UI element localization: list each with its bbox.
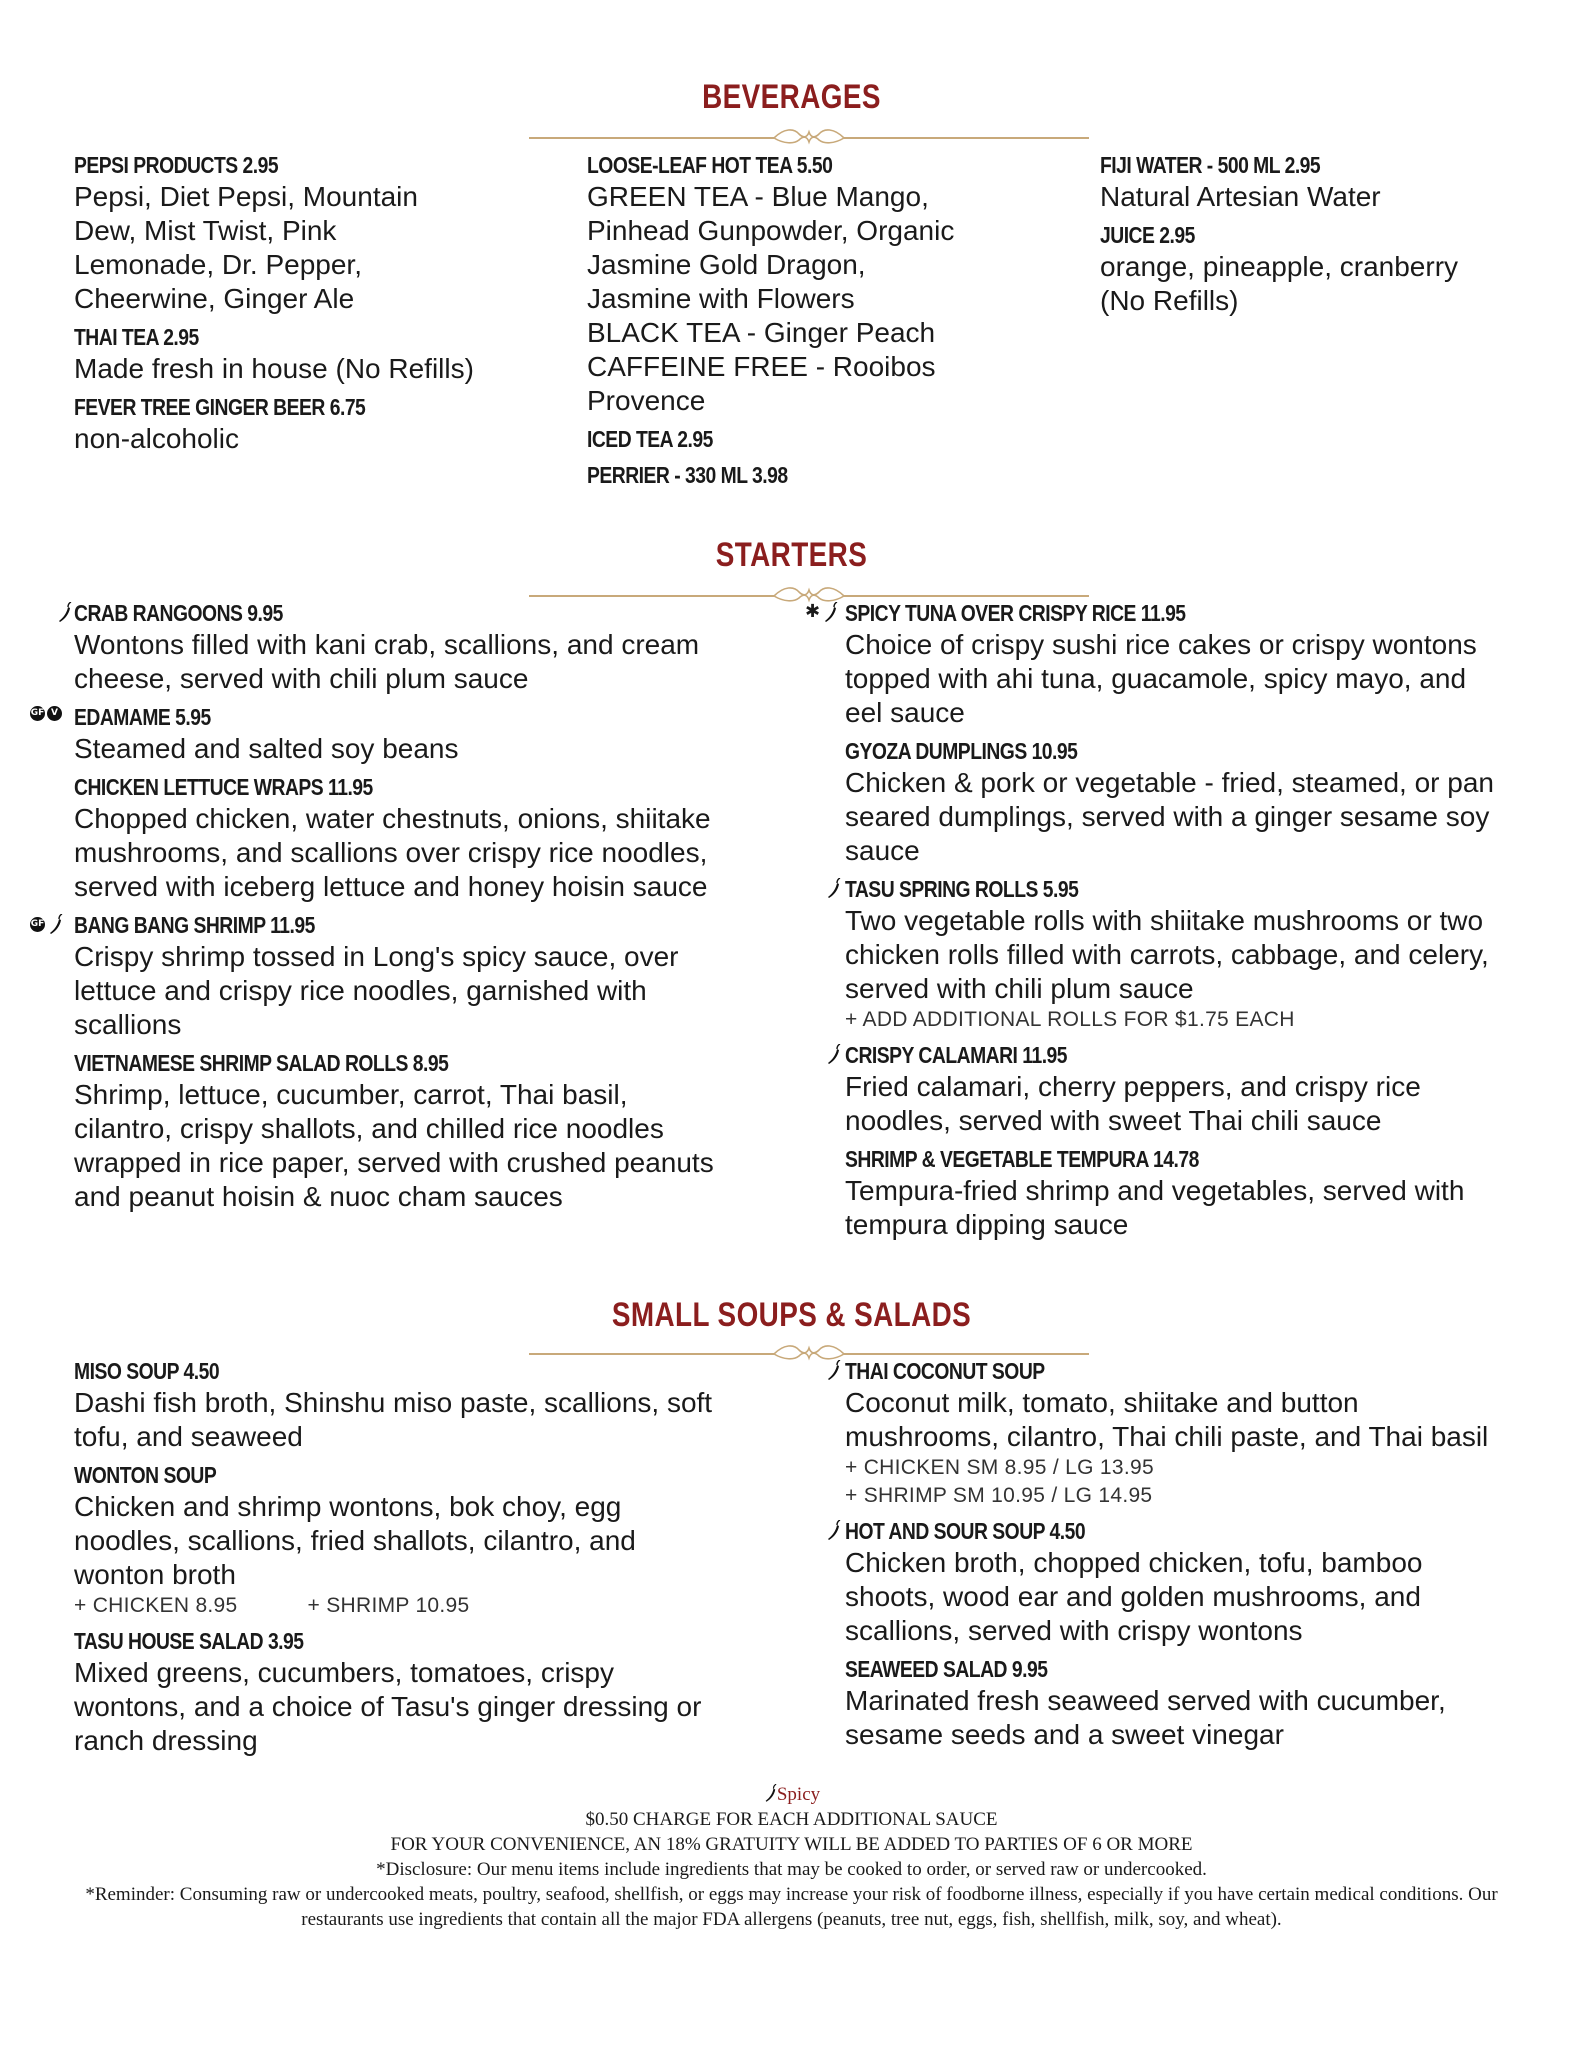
menu-item xyxy=(30,910,714,1042)
item-description: Coconut milk, tomato, shiitake and button mushrooms, cilantro, Thai chili paste, and Thai basil xyxy=(845,1387,1489,1452)
item-description: Wontons filled with kani crab, scallions, and cream cheese, served with chili plum sauce xyxy=(74,629,700,694)
menu-item xyxy=(74,322,474,386)
item-name: TASU HOUSE SALAD 3.95 xyxy=(74,1628,304,1654)
menu-item xyxy=(74,392,474,456)
item-description: Tempura-fried shrimp and vegetables, served with tempura dipping sauce xyxy=(845,1175,1465,1240)
item-name: SEAWEED SALAD 9.95 xyxy=(845,1656,1048,1682)
beverages-column-1 xyxy=(74,150,474,456)
item-description: Chicken broth, chopped chicken, tofu, bamboo shoots, wood ear and golden mushrooms, and scallions, served with crispy wontons xyxy=(845,1547,1423,1646)
ornament-divider xyxy=(529,126,1089,146)
item-description: Pepsi, Diet Pepsi, Mountain Dew, Mist Twist, Pink Lemonade, Dr. Pepper, Cheerwine, Ginger Ale xyxy=(74,181,418,314)
beverages-column-2 xyxy=(587,150,967,490)
item-addon: + SHRIMP 10.95 xyxy=(307,1594,470,1617)
section-title-soups-salads: SMALL SOUPS & SALADS xyxy=(611,1296,972,1334)
item-description: Marinated fresh seaweed served with cucumber, sesame seeds and a sweet vinegar xyxy=(845,1685,1446,1750)
item-name: HOT AND SOUR SOUP 4.50 xyxy=(845,1518,1086,1544)
menu-item xyxy=(805,598,1495,730)
item-description: non-alcoholic xyxy=(74,423,239,454)
chili-pepper-icon xyxy=(825,878,841,898)
item-name: JUICE 2.95 xyxy=(1100,222,1195,248)
disclosure-note: *Disclosure: Our menu items include ingredients that may be cooked to order, or served raw or undercooked. xyxy=(376,1859,1207,1880)
item-name: PEPSI PRODUCTS 2.95 xyxy=(74,152,279,178)
item-addon: + SHRIMP SM 10.95 / LG 14.95 xyxy=(845,1484,1153,1507)
menu-item xyxy=(74,1048,714,1214)
menu-item xyxy=(845,1356,1495,1510)
soups-left-column xyxy=(74,1356,714,1758)
item-description: orange, pineapple, cranberry (No Refills) xyxy=(1100,251,1459,316)
menu-item xyxy=(587,150,967,418)
menu-item xyxy=(74,772,714,904)
item-description: BLACK TEA - Ginger Peach xyxy=(587,317,936,348)
menu-item xyxy=(1100,150,1500,214)
gratuity-note: FOR YOUR CONVENIENCE, AN 18% GRATUITY WILL BE ADDED TO PARTIES OF 6 OR MORE xyxy=(390,1834,1193,1855)
item-name: THAI TEA 2.95 xyxy=(74,324,199,350)
beverages-column-3 xyxy=(1100,150,1500,318)
menu-item xyxy=(74,150,474,316)
chili-pepper-icon xyxy=(822,602,838,622)
menu-item xyxy=(845,1040,1495,1138)
menu-item xyxy=(845,1654,1495,1752)
item-description: Made fresh in house (No Refills) xyxy=(74,353,474,384)
item-description: CAFFEINE FREE - Rooibos Provence xyxy=(587,351,936,416)
chili-pepper-icon xyxy=(56,602,72,622)
menu-item xyxy=(845,1144,1495,1242)
soups-right-column xyxy=(845,1356,1495,1752)
item-name: GYOZA DUMPLINGS 10.95 xyxy=(845,738,1078,764)
menu-item xyxy=(587,460,967,490)
menu-item xyxy=(845,1516,1495,1648)
item-name: ICED TEA 2.95 xyxy=(587,426,713,452)
chili-pepper-icon xyxy=(825,1360,841,1380)
item-description: Mixed greens, cucumbers, tomatoes, crispy wontons, and a choice of Tasu's ginger dressing or ranch dressing xyxy=(74,1657,702,1756)
menu-item xyxy=(845,874,1495,1034)
reminder-note: *Reminder: Consuming raw or undercooked meats, poultry, seafood, shellfish, or eggs may increase your risk of foodborne illness, especially if you have certain medical conditions. Our restaurants use ingredients that contain all the major FDA allergens (peanuts, tree nut, eggs, fish, shellfish, milk, soy, and wheat). xyxy=(85,1884,1498,1930)
item-description: Fried calamari, cherry peppers, and crispy rice noodles, served with sweet Thai chili sauce xyxy=(845,1071,1421,1136)
item-name: CHICKEN LETTUCE WRAPS 11.95 xyxy=(74,774,373,800)
item-description: Steamed and salted soy beans xyxy=(74,733,459,764)
item-name: CRAB RANGOONS 9.95 xyxy=(74,600,283,626)
item-addons xyxy=(74,1592,714,1620)
sauce-charge-note: $0.50 CHARGE FOR EACH ADDITIONAL SAUCE xyxy=(585,1809,998,1830)
item-name: SHRIMP & VEGETABLE TEMPURA 14.78 xyxy=(845,1146,1199,1172)
starters-right-column xyxy=(805,598,1495,1242)
item-name: FEVER TREE GINGER BEER 6.75 xyxy=(74,394,366,420)
item-addon: + ADD ADDITIONAL ROLLS FOR $1.75 EACH xyxy=(845,1008,1295,1031)
item-description: Two vegetable rolls with shiitake mushrooms or two chicken rolls filled with carrots, cabbage, and celery, served with chili plum sauce xyxy=(845,905,1489,1004)
chili-pepper-icon xyxy=(47,914,63,934)
item-name: BANG BANG SHRIMP 11.95 xyxy=(74,912,315,938)
item-description: GREEN TEA - Blue Mango, Pinhead Gunpowder, Organic Jasmine Gold Dragon, Jasmine with Flowers xyxy=(587,181,955,314)
item-description: Natural Artesian Water xyxy=(1100,181,1381,212)
gluten-free-icon: GF xyxy=(30,706,45,721)
item-description: Chicken and shrimp wontons, bok choy, egg noodles, scallions, fried shallots, cilantro, and wonton broth xyxy=(74,1491,636,1590)
starters-left-column xyxy=(30,598,714,1214)
item-addon: + CHICKEN SM 8.95 / LG 13.95 xyxy=(845,1456,1154,1479)
menu-item xyxy=(74,1356,714,1454)
chili-pepper-icon xyxy=(825,1044,841,1064)
item-description: Crispy shrimp tossed in Long's spicy sauce, over lettuce and crispy rice noodles, garnished with scallions xyxy=(74,941,679,1040)
vegetarian-icon: V xyxy=(47,706,62,721)
menu-item xyxy=(845,736,1495,868)
section-title-starters: STARTERS xyxy=(715,536,868,574)
chili-pepper-icon xyxy=(825,1520,841,1540)
menu-item xyxy=(74,1460,714,1620)
item-name: PERRIER - 330 ML 3.98 xyxy=(587,462,788,488)
item-description: Chicken & pork or vegetable - fried, steamed, or pan seared dumplings, served with a ginger sesame soy sauce xyxy=(845,767,1495,866)
menu-item xyxy=(1100,220,1500,318)
menu-item xyxy=(30,702,714,766)
legend-spicy-label: Spicy xyxy=(776,1784,821,1805)
menu-item xyxy=(74,1626,714,1758)
chili-pepper-icon xyxy=(763,1784,777,1802)
item-name: EDAMAME 5.95 xyxy=(74,704,211,730)
item-name: VIETNAMESE SHRIMP SALAD ROLLS 8.95 xyxy=(74,1050,449,1076)
item-description: Dashi fish broth, Shinshu miso paste, scallions, soft tofu, and seaweed xyxy=(74,1387,713,1452)
item-name: MISO SOUP 4.50 xyxy=(74,1358,220,1384)
item-description: Choice of crispy sushi rice cakes or crispy wontons topped with ahi tuna, guacamole, spicy mayo, and eel sauce xyxy=(845,629,1477,728)
footer xyxy=(0,1782,1583,1932)
item-description: Shrimp, lettuce, cucumber, carrot, Thai basil, cilantro, crispy shallots, and chilled rice noodles wrapped in rice paper, served with crushed peanuts and peanut hoisin & nuoc cham sauces xyxy=(74,1079,714,1212)
section-title-beverages: BEVERAGES xyxy=(702,78,881,116)
item-name: THAI COCONUT SOUP xyxy=(845,1358,1045,1384)
menu-item xyxy=(74,598,714,696)
item-name: FIJI WATER - 500 ML 2.95 xyxy=(1100,152,1321,178)
item-name: SPICY TUNA OVER CRISPY RICE 11.95 xyxy=(845,600,1186,626)
item-name: TASU SPRING ROLLS 5.95 xyxy=(845,876,1079,902)
gluten-free-icon: GF xyxy=(30,917,45,932)
legend xyxy=(0,1782,1583,1807)
item-name: LOOSE-LEAF HOT TEA 5.50 xyxy=(587,152,833,178)
item-description: Chopped chicken, water chestnuts, onions, shiitake mushrooms, and scallions over crispy rice noodles, served with iceberg lettuce and honey hoisin sauce xyxy=(74,803,711,902)
item-name: WONTON SOUP xyxy=(74,1462,217,1488)
item-name: CRISPY CALAMARI 11.95 xyxy=(845,1042,1068,1068)
snowflake-raw-icon: ✱ xyxy=(805,601,821,622)
menu-item xyxy=(587,424,967,454)
item-addon: + CHICKEN 8.95 xyxy=(74,1594,238,1617)
